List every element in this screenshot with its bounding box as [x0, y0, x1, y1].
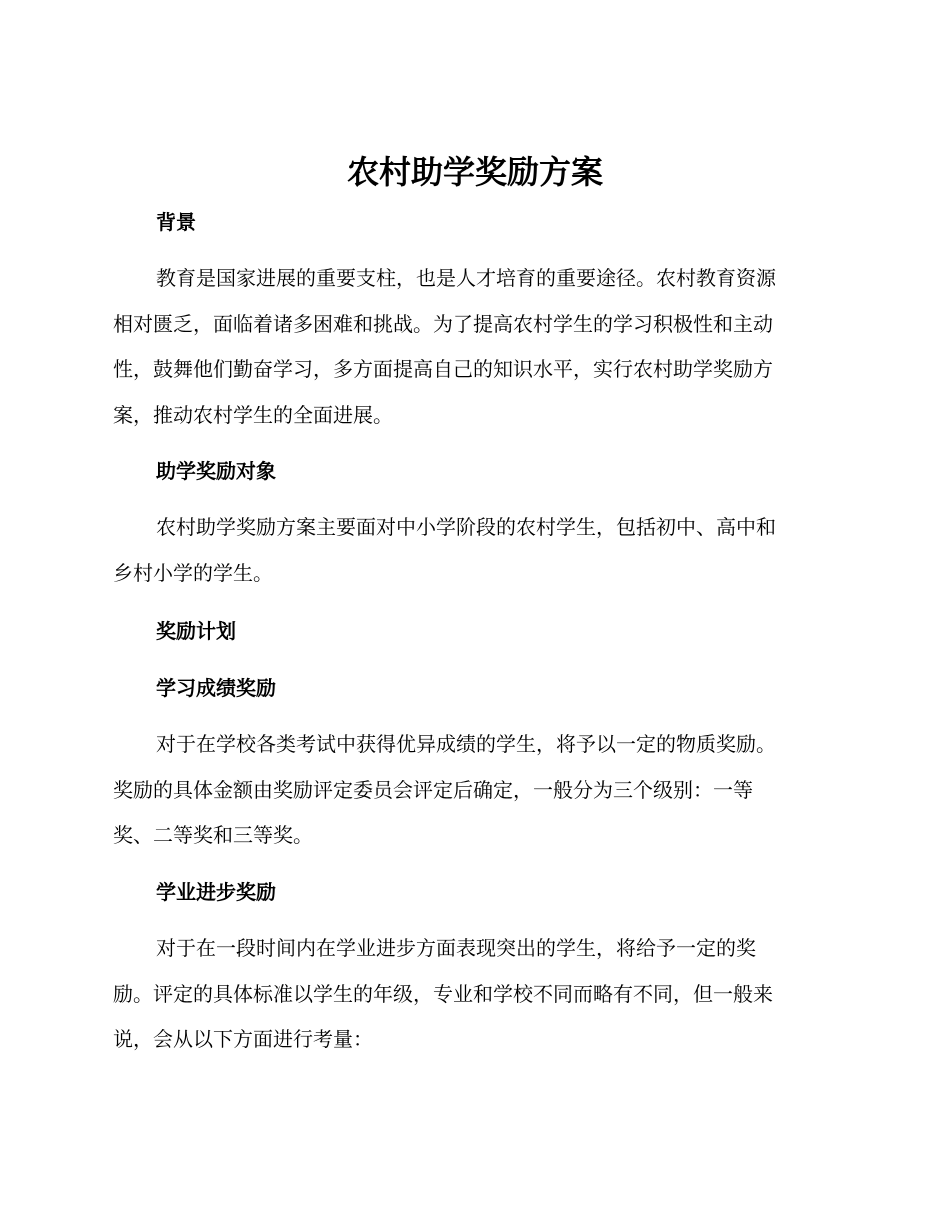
- paragraph-line: 乡村小学的学生。: [113, 560, 273, 585]
- paragraph-line: 对于在学校各类考试中获得优异成绩的学生，将予以一定的物质奖励。: [156, 732, 776, 756]
- section-heading-background: 背景: [156, 210, 196, 234]
- paragraph-line: 农村助学奖励方案主要面对中小学阶段的农村学生，包括初中、高中和: [156, 515, 776, 539]
- section-heading-plan: 奖励计划: [156, 619, 236, 643]
- paragraph-progress: [113, 926, 833, 1063]
- paragraph-line: 励。评定的具体标准以学生的年级，专业和学校不同而略有不同，但一般来: [113, 981, 773, 1006]
- paragraph-line: 说，会从以下方面进行考量：: [113, 1027, 373, 1051]
- paragraph-line: 奖励的具体金额由奖励评定委员会评定后确定，一般分为三个级别：一等: [113, 777, 753, 802]
- section-heading-progress: 学业进步奖励: [156, 880, 276, 904]
- paragraph-line: 教育是国家进展的重要支柱，也是人才培育的重要途径。农村教育资源: [156, 266, 776, 290]
- paragraph-line: 对于在一段时间内在学业进步方面表现突出的学生，将给予一定的奖: [156, 936, 756, 960]
- paragraph-line: 案，推动农村学生的全面进展。: [113, 402, 393, 427]
- paragraph-target: [113, 505, 833, 596]
- section-heading-target: 助学奖励对象: [156, 459, 276, 483]
- section-heading-grades: 学习成绩奖励: [156, 676, 276, 700]
- paragraph-line: 性，鼓舞他们勤奋学习，多方面提高自己的知识水平，实行农村助学奖励方: [113, 357, 773, 381]
- document-title: 农村助学奖励方案: [346, 153, 603, 191]
- paragraph-background: [113, 256, 833, 438]
- paragraph-line: 奖、二等奖和三等奖。: [113, 823, 313, 847]
- paragraph-line: 相对匮乏，面临着诸多困难和挑战。为了提高农村学生的学习积极性和主动: [113, 311, 773, 336]
- paragraph-grades: [113, 722, 833, 859]
